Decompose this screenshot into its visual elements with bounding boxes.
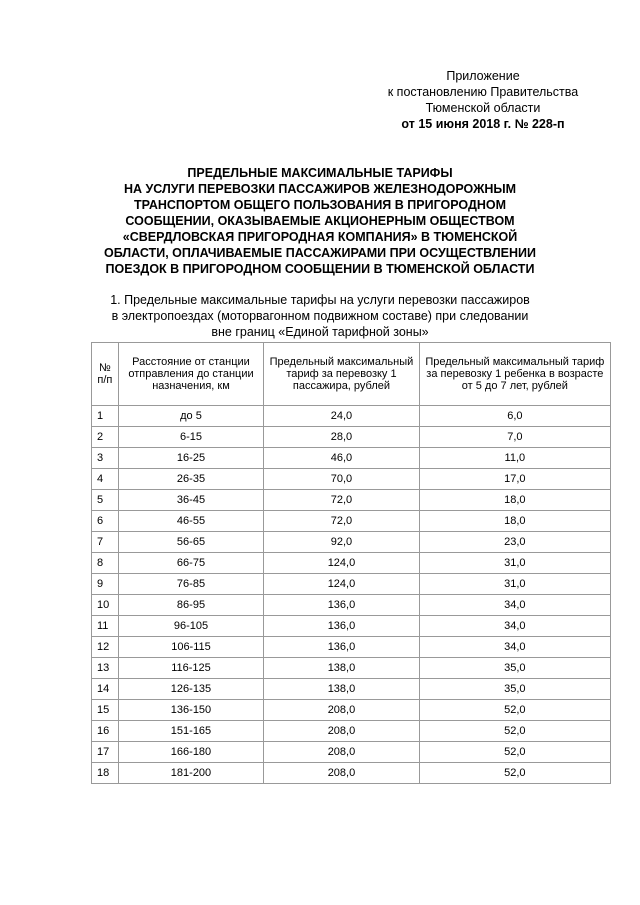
adult-tariff-cell: 124,0 <box>264 553 419 574</box>
row-number-cell: 4 <box>92 469 119 490</box>
table-row <box>92 595 611 616</box>
child-tariff-cell: 35,0 <box>419 658 610 679</box>
row-number-cell: 11 <box>92 616 119 637</box>
row-number-cell: 3 <box>92 448 119 469</box>
distance-cell: 16-25 <box>118 448 263 469</box>
title-line: ПОЕЗДОК В ПРИГОРОДНОМ СООБЩЕНИИ В ТЮМЕНСКОЙ ОБЛАСТИ <box>105 262 535 276</box>
table-row <box>92 679 611 700</box>
adult-tariff-cell: 72,0 <box>264 490 419 511</box>
distance-cell: 166-180 <box>118 742 263 763</box>
row-number-cell: 9 <box>92 574 119 595</box>
child-tariff-cell: 52,0 <box>419 700 610 721</box>
title-line: «СВЕРДЛОВСКАЯ ПРИГОРОДНАЯ КОМПАНИЯ» В ТЮМЕНСКОЙ <box>122 230 518 244</box>
child-tariff-cell: 34,0 <box>419 616 610 637</box>
row-number-cell: 7 <box>92 532 119 553</box>
table-row <box>92 490 611 511</box>
child-tariff-cell: 52,0 <box>419 721 610 742</box>
document-title <box>80 165 560 277</box>
child-tariff-cell: 52,0 <box>419 742 610 763</box>
adult-tariff-cell: 136,0 <box>264 616 419 637</box>
distance-cell: 6-15 <box>118 427 263 448</box>
appendix-block <box>368 68 598 132</box>
child-tariff-cell: 34,0 <box>419 637 610 658</box>
child-tariff-cell: 6,0 <box>419 406 610 427</box>
child-tariff-cell: 35,0 <box>419 679 610 700</box>
child-tariff-cell: 17,0 <box>419 469 610 490</box>
row-number-cell: 16 <box>92 721 119 742</box>
distance-cell: 106-115 <box>118 637 263 658</box>
header-number: № п/п <box>92 343 119 406</box>
appendix-date-number: от 15 июня 2018 г. № 228-п <box>401 117 565 131</box>
adult-tariff-cell: 28,0 <box>264 427 419 448</box>
section-line: 1. Предельные максимальные тарифы на услуги перевозки пассажиров <box>110 293 530 307</box>
child-tariff-cell: 31,0 <box>419 553 610 574</box>
tariff-table <box>91 342 611 784</box>
section-line: вне границ «Единой тарифной зоны» <box>211 325 429 339</box>
appendix-resolution: к постановлению Правительства <box>387 85 579 99</box>
adult-tariff-cell: 138,0 <box>264 679 419 700</box>
table-row <box>92 658 611 679</box>
child-tariff-cell: 11,0 <box>419 448 610 469</box>
distance-cell: 56-65 <box>118 532 263 553</box>
distance-cell: 36-45 <box>118 490 263 511</box>
adult-tariff-cell: 70,0 <box>264 469 419 490</box>
child-tariff-cell: 31,0 <box>419 574 610 595</box>
row-number-cell: 13 <box>92 658 119 679</box>
adult-tariff-cell: 136,0 <box>264 637 419 658</box>
distance-cell: 181-200 <box>118 763 263 784</box>
child-tariff-cell: 34,0 <box>419 595 610 616</box>
appendix-label: Приложение <box>446 69 520 83</box>
distance-cell: 46-55 <box>118 511 263 532</box>
table-row <box>92 553 611 574</box>
distance-cell: 76-85 <box>118 574 263 595</box>
adult-tariff-cell: 72,0 <box>264 511 419 532</box>
adult-tariff-cell: 136,0 <box>264 595 419 616</box>
table-row <box>92 700 611 721</box>
header-child-tariff: Предельный максимальный тариф за перевозку 1 ребенка в возрасте от 5 до 7 лет, рублей <box>419 343 610 406</box>
child-tariff-cell: 18,0 <box>419 490 610 511</box>
row-number-cell: 6 <box>92 511 119 532</box>
adult-tariff-cell: 124,0 <box>264 574 419 595</box>
appendix-region: Тюменской области <box>425 101 541 115</box>
table-row <box>92 574 611 595</box>
row-number-cell: 2 <box>92 427 119 448</box>
header-adult-tariff: Предельный максимальный тариф за перевозку 1 пассажира, рублей <box>264 343 419 406</box>
row-number-cell: 18 <box>92 763 119 784</box>
title-line: ПРЕДЕЛЬНЫЕ МАКСИМАЛЬНЫЕ ТАРИФЫ <box>187 166 453 180</box>
distance-cell: 136-150 <box>118 700 263 721</box>
table-row <box>92 763 611 784</box>
distance-cell: 96-105 <box>118 616 263 637</box>
adult-tariff-cell: 208,0 <box>264 742 419 763</box>
table-row <box>92 721 611 742</box>
table-row <box>92 532 611 553</box>
child-tariff-cell: 52,0 <box>419 763 610 784</box>
child-tariff-cell: 18,0 <box>419 511 610 532</box>
title-line: НА УСЛУГИ ПЕРЕВОЗКИ ПАССАЖИРОВ ЖЕЛЕЗНОДОРОЖНЫМ <box>123 182 517 196</box>
distance-cell: 151-165 <box>118 721 263 742</box>
table-row <box>92 742 611 763</box>
table-row <box>92 427 611 448</box>
row-number-cell: 14 <box>92 679 119 700</box>
adult-tariff-cell: 92,0 <box>264 532 419 553</box>
table-header-row <box>92 343 611 406</box>
table-row <box>92 406 611 427</box>
title-line: СООБЩЕНИИ, ОКАЗЫВАЕМЫЕ АКЦИОНЕРНЫМ ОБЩЕСТВОМ <box>125 214 515 228</box>
adult-tariff-cell: 24,0 <box>264 406 419 427</box>
table-row <box>92 616 611 637</box>
adult-tariff-cell: 138,0 <box>264 658 419 679</box>
section-heading <box>90 292 550 340</box>
child-tariff-cell: 23,0 <box>419 532 610 553</box>
row-number-cell: 10 <box>92 595 119 616</box>
distance-cell: до 5 <box>118 406 263 427</box>
row-number-cell: 1 <box>92 406 119 427</box>
distance-cell: 66-75 <box>118 553 263 574</box>
row-number-cell: 5 <box>92 490 119 511</box>
row-number-cell: 12 <box>92 637 119 658</box>
table-row <box>92 637 611 658</box>
adult-tariff-cell: 208,0 <box>264 763 419 784</box>
row-number-cell: 17 <box>92 742 119 763</box>
table-row <box>92 511 611 532</box>
table-body <box>92 406 611 784</box>
adult-tariff-cell: 46,0 <box>264 448 419 469</box>
distance-cell: 86-95 <box>118 595 263 616</box>
distance-cell: 116-125 <box>118 658 263 679</box>
row-number-cell: 8 <box>92 553 119 574</box>
distance-cell: 126-135 <box>118 679 263 700</box>
table-row <box>92 448 611 469</box>
table-row <box>92 469 611 490</box>
row-number-cell: 15 <box>92 700 119 721</box>
distance-cell: 26-35 <box>118 469 263 490</box>
section-line: в электропоездах (моторвагонном подвижном составе) при следовании <box>111 309 529 323</box>
title-line: ОБЛАСТИ, ОПЛАЧИВАЕМЫЕ ПАССАЖИРАМИ ПРИ ОСУЩЕСТВЛЕНИИ <box>104 246 536 260</box>
title-line: ТРАНСПОРТОМ ОБЩЕГО ПОЛЬЗОВАНИЯ В ПРИГОРОДНОМ <box>133 198 507 212</box>
adult-tariff-cell: 208,0 <box>264 721 419 742</box>
adult-tariff-cell: 208,0 <box>264 700 419 721</box>
child-tariff-cell: 7,0 <box>419 427 610 448</box>
header-distance: Расстояние от станции отправления до станции назначения, км <box>118 343 263 406</box>
